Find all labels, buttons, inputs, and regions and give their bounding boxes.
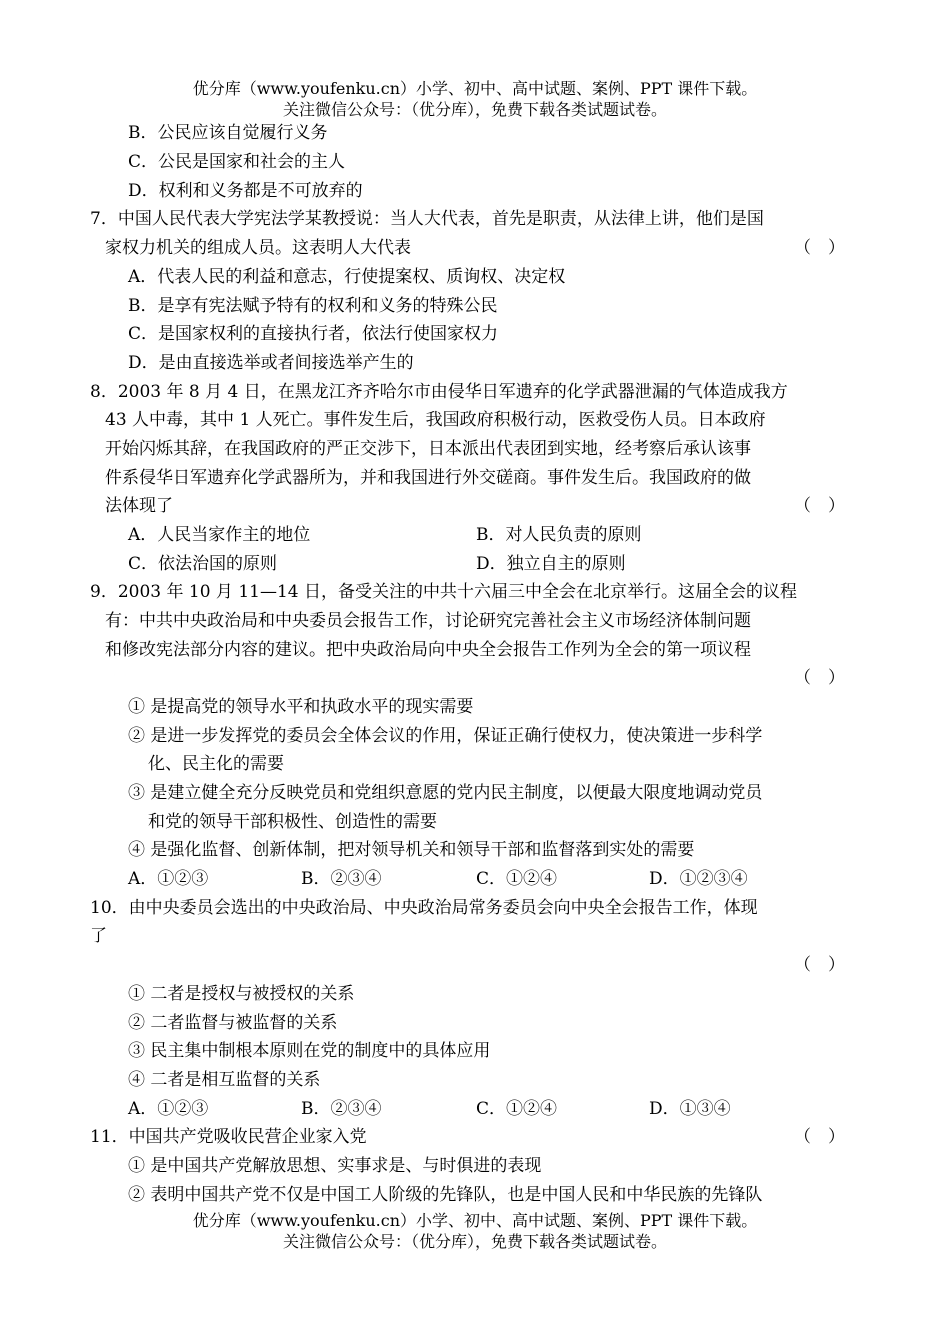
q8-stem-line-3: 开始闪烁其辞，在我国政府的严正交涉下，日本派出代表团到实地，经考察后承认该事 — [105, 439, 751, 459]
footer-line-2: 关注微信公众号：（优分库），免费下载各类试题试卷。 — [282, 1232, 667, 1251]
q9-statement-1: ① 是提高党的领导水平和执政水平的现实需要 — [128, 697, 474, 717]
q10-option-c: C．①②④ — [476, 1099, 558, 1119]
q9-stem-line-2: 有：中共中央政治局和中央委员会报告工作，讨论研究完善社会主义市场经济体制问题 — [105, 611, 751, 631]
q7-stem-line-2: 家权力机关的组成人员。这表明人大代表 — [105, 238, 411, 258]
q9-option-a: A．①②③ — [128, 869, 209, 889]
q9-stem-line-1: 9．2003 年 10 月 11—14 日，备受关注的中共十六届三中全会在北京举行。这届全会的议程 — [90, 582, 797, 602]
q6-option-d: D．权利和义务都是不可放弃的 — [128, 181, 363, 201]
q9-statement-2-line-1: ② 是进一步发挥党的委员会全体会议的作用，保证正确行使权力，使决策进一步科学 — [128, 726, 763, 746]
q10-statement-2: ② 二者监督与被监督的关系 — [128, 1013, 338, 1033]
q9-option-c: C．①②④ — [476, 869, 558, 889]
q8-option-a: A．人民当家作主的地位 — [128, 525, 311, 545]
q8-stem-line-5: 法体现了 — [105, 496, 173, 516]
q9-statement-4: ④ 是强化监督、创新体制，把对领导机关和领导干部和监督落到实处的需要 — [128, 840, 695, 860]
q7-answer-paren: （ ） — [794, 238, 845, 258]
q8-option-c: C．依法治国的原则 — [128, 554, 278, 574]
q9-statement-3-line-1: ③ 是建立健全充分反映党员和党组织意愿的党内民主制度，以便最大限度地调动党员 — [128, 783, 763, 803]
q8-stem-line-4: 件系侵华日军遗弃化学武器所为，并和我国进行外交磋商。事件发生后。我国政府的做 — [105, 468, 751, 488]
q9-option-b: B．②③④ — [301, 869, 382, 889]
q10-statement-1: ① 二者是授权与被授权的关系 — [128, 984, 355, 1004]
q8-stem-line-2: 43 人中毒，其中 1 人死亡。事件发生后，我国政府积极行动，医救受伤人员。日本政府 — [105, 410, 766, 430]
q10-statement-4: ④ 二者是相互监督的关系 — [128, 1070, 321, 1090]
q7-stem-line-1: 7．中国人民代表大学宪法学某教授说：当人大代表，首先是职责，从法律上讲，他们是国 — [90, 209, 764, 229]
q8-answer-paren: （ ） — [794, 496, 845, 516]
q10-stem-line-2: 了 — [90, 926, 107, 946]
q10-option-d: D．①③④ — [649, 1099, 731, 1119]
q10-answer-paren: （ ） — [794, 955, 845, 975]
q11-statement-1: ① 是中国共产党解放思想、实事求是、与时俱进的表现 — [128, 1156, 542, 1176]
q8-option-b: B．对人民负责的原则 — [476, 525, 642, 545]
q11-stem-line-1: 11．中国共产党吸收民营企业家入党 — [90, 1127, 367, 1147]
q6-option-b: B．公民应该自觉履行义务 — [128, 123, 328, 143]
q7-option-a: A．代表人民的利益和意志，行使提案权、质询权、决定权 — [128, 267, 566, 287]
q7-option-c: C．是国家权利的直接执行者，依法行使国家权力 — [128, 324, 499, 344]
footer-line-1: 优分库（www.youfenku.cn）小学、初中、高中试题、案例、PPT 课件下载。 — [192, 1211, 758, 1230]
q9-statement-2-line-2: 化、民主化的需要 — [148, 754, 284, 774]
q9-option-d: D．①②③④ — [649, 869, 748, 889]
header-line-1: 优分库（www.youfenku.cn）小学、初中、高中试题、案例、PPT 课件下载。 — [192, 79, 758, 98]
header-line-2: 关注微信公众号：（优分库），免费下载各类试题试卷。 — [282, 100, 667, 119]
q7-option-b: B．是享有宪法赋予特有的权利和义务的特殊公民 — [128, 296, 498, 316]
q10-statement-3: ③ 民主集中制根本原则在党的制度中的具体应用 — [128, 1041, 491, 1061]
q10-stem-line-1: 10．由中央委员会选出的中央政治局、中央政治局常务委员会向中央全会报告工作，体现 — [90, 898, 758, 918]
q7-option-d: D．是由直接选举或者间接选举产生的 — [128, 353, 414, 373]
q10-option-b: B．②③④ — [301, 1099, 382, 1119]
q9-answer-paren: （ ） — [794, 668, 845, 688]
q8-option-d: D．独立自主的原则 — [476, 554, 626, 574]
q11-statement-2: ② 表明中国共产党不仅是中国工人阶级的先锋队，也是中国人民和中华民族的先锋队 — [128, 1185, 763, 1205]
q10-option-a: A．①②③ — [128, 1099, 209, 1119]
q9-stem-line-3: 和修改宪法部分内容的建议。把中央政治局向中央全会报告工作列为全会的第一项议程 — [105, 640, 751, 660]
q6-option-c: C．公民是国家和社会的主人 — [128, 152, 346, 172]
q9-statement-3-line-2: 和党的领导干部积极性、创造性的需要 — [148, 812, 437, 832]
q8-stem-line-1: 8．2003 年 8 月 4 日，在黑龙江齐齐哈尔市由侵华日军遗弃的化学武器泄漏的气体造成我方 — [90, 382, 788, 402]
q11-answer-paren: （ ） — [794, 1127, 845, 1147]
